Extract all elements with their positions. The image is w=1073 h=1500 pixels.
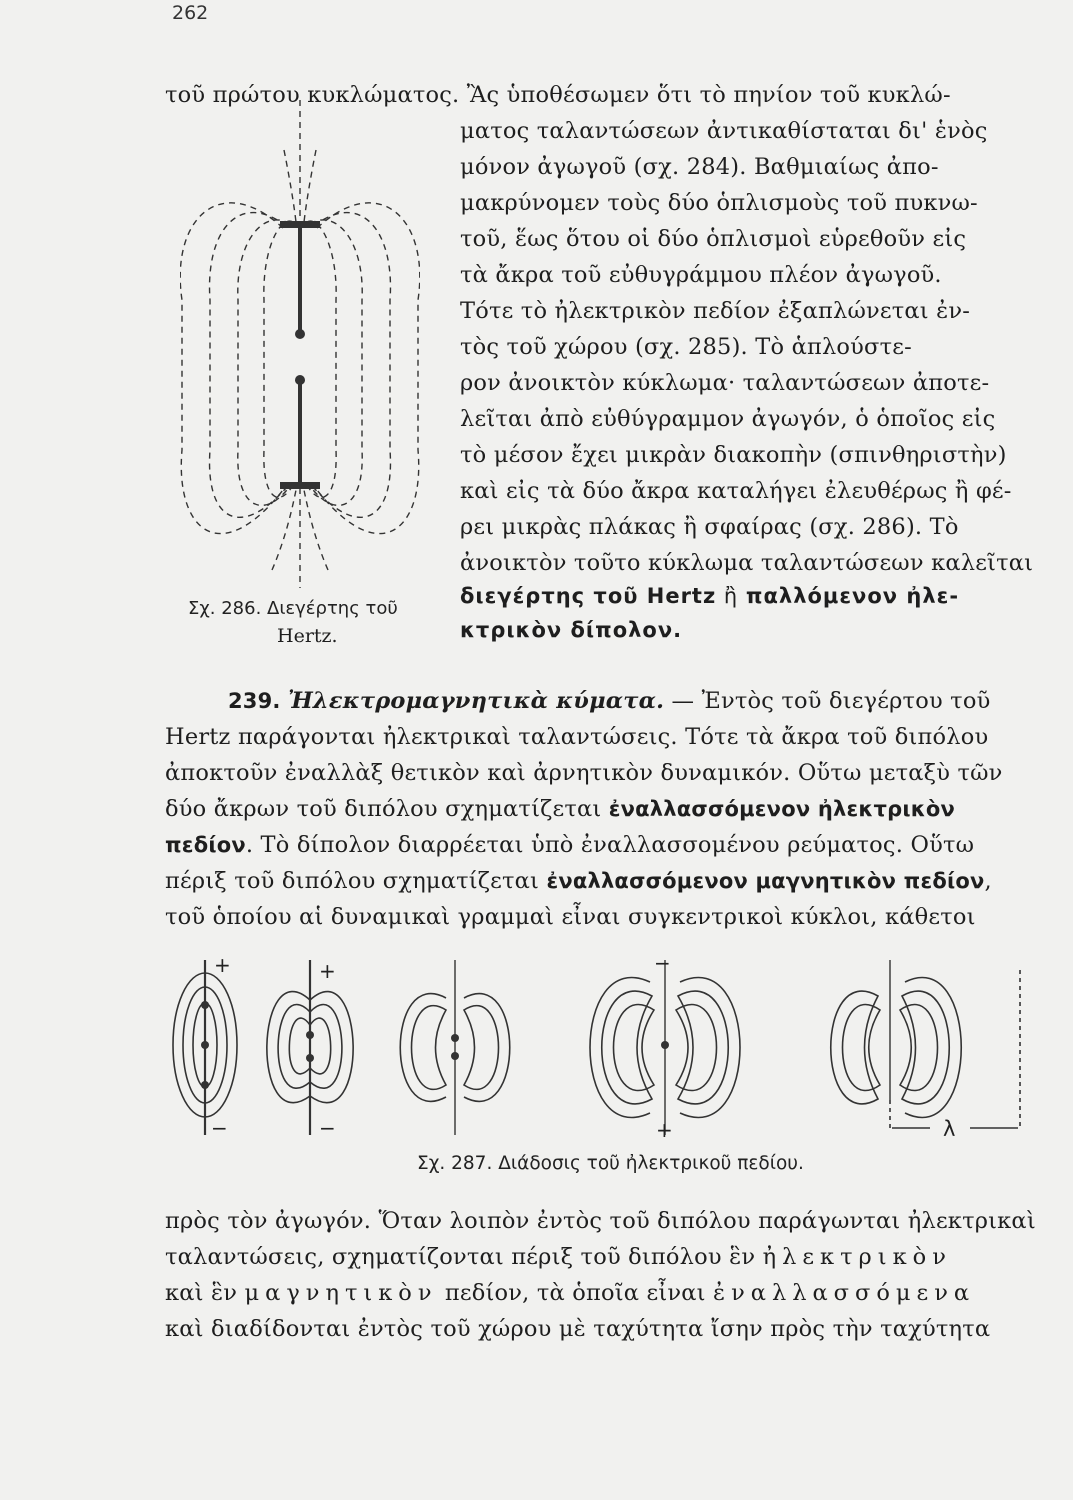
section-heading-line xyxy=(228,688,990,714)
intro-line: τὸς τοῦ χώρου (σχ. 285). Τὸ ἁπλούστε- xyxy=(460,334,912,360)
fig287-minus-3: − xyxy=(654,951,671,975)
intro-line: τοῦ, ἕως ὅτου οἱ δύο ὁπλισμοὶ εὑρεθοῦν εἰς xyxy=(460,226,967,252)
section-line5-text: . Τὸ δίπολον διαρρέεται ὑπὸ ἐναλλασσομένου ρεύματος. Οὕτω xyxy=(245,832,975,858)
end-line: καὶ διαδίδονται ἐντὸς τοῦ χώρου μὲ ταχύτητα ἴσην πρὸς τὴν ταχύτητα xyxy=(165,1316,991,1342)
fig287-lambda: λ xyxy=(943,1117,956,1141)
section-line6-comma: , xyxy=(984,868,992,894)
intro-line: λεῖται ἀπὸ εὐθύγραμμον ἀγωγόν, ὁ ὁποῖος εἰς xyxy=(460,406,996,432)
spaced-alternating: ἐναλλασσόμενα xyxy=(713,1280,976,1306)
section-number: 239. xyxy=(228,689,281,713)
section-line: Hertz παράγονται ἠλεκτρικαὶ ταλαντώσεις. Τότε τὰ ἄκρα τοῦ διπόλου xyxy=(165,724,989,750)
section-line xyxy=(165,832,974,858)
end-line2-text: ταλαντώσεις, σχηματίζονται πέριξ τοῦ διπόλου ἓν xyxy=(165,1244,763,1270)
intro-line: τὸ μέσον ἔχει μικρὰν διακοπὴν (σπινθηριστὴν) xyxy=(460,442,1007,468)
section-line6-text: πέριξ τοῦ διπόλου σχηματίζεται xyxy=(165,868,547,894)
intro-line: ματος ταλαντώσεων ἀντικαθίσταται δι' ἑνὸς xyxy=(460,118,988,144)
intro-line: τὰ ἄκρα τοῦ εὐθυγράμμου πλέον ἀγωγοῦ. xyxy=(460,262,942,288)
intro-line: ρει μικρὰς πλάκας ἢ σφαίρας (σχ. 286). Τὸ xyxy=(460,514,959,540)
section-line: ἀποκτοῦν ἐναλλὰξ θετικὸν καὶ ἀρνητικὸν δυναμικόν. Οὕτω μεταξὺ τῶν xyxy=(165,760,1003,786)
section-dash: — xyxy=(664,688,702,714)
figure-287-field-propagation xyxy=(170,950,1040,1150)
section-line1-text: Ἐντὸς τοῦ διεγέρτου τοῦ xyxy=(701,688,991,714)
end-line xyxy=(165,1244,952,1270)
end-line: πρὸς τὸν ἀγωγόν. Ὅταν λοιπὸν ἐντὸς τοῦ διπόλου παράγωνται ἠλεκτρικαὶ xyxy=(165,1208,1036,1234)
bold-term-line-2: κτρικὸν δίπολον. xyxy=(460,618,683,642)
bold-term-dipole: παλλόμενον ἠλε- xyxy=(745,584,960,608)
intro-line: ἀνοικτὸν τοῦτο κύκλωμα ταλαντώσεων καλεῖται xyxy=(460,550,1034,576)
fig287-plus-2: + xyxy=(319,959,336,983)
section-title: Ἠλεκτρομαγνητικὰ κύματα. xyxy=(287,688,665,714)
figure-286-caption-line2: Hertz. xyxy=(277,625,338,647)
term-alternating-electric-field: ἐναλλασσόμενον ἠλεκτρικὸν xyxy=(608,797,955,821)
bold-term-line xyxy=(460,584,959,608)
term-alternating-magnetic-field: ἐναλλασσόμενον μαγνητικὸν πεδίον xyxy=(546,869,985,893)
fig287-plus-3: + xyxy=(656,1118,673,1142)
figure-286-caption-line1: Σχ. 286. Διεγέρτης τοῦ xyxy=(188,598,398,619)
section-line4-text: δύο ἄκρων τοῦ διπόλου σχηματίζεται xyxy=(165,796,609,822)
bold-term-or: ἢ xyxy=(716,584,746,608)
intro-line: μακρύνομεν τοὺς δύο ὁπλισμοὺς τοῦ πυκνω- xyxy=(460,190,978,216)
bold-term-hertz: διεγέρτης τοῦ Hertz xyxy=(460,584,717,608)
term-field: πεδίον xyxy=(165,833,246,857)
intro-line: καὶ εἰς τὰ δύο ἄκρα καταλήγει ἐλευθέρως ἢ φέ- xyxy=(460,478,1012,504)
end-line3-text-c: πεδίον, τὰ ὁποῖα εἶναι xyxy=(437,1280,713,1306)
intro-line: μόνον ἀγωγοῦ (σχ. 284). Βαθμιαίως ἀπο- xyxy=(460,154,939,180)
section-line xyxy=(165,796,955,822)
end-line xyxy=(165,1280,975,1306)
fig287-minus-1: − xyxy=(211,1116,228,1140)
fig287-minus-2: − xyxy=(319,1116,336,1140)
section-line: τοῦ ὁποίου αἱ δυναμικαὶ γραμμαὶ εἶναι συγκεντρικοὶ κύκλοι, κάθετοι xyxy=(165,904,976,930)
end-line3-text-a: καὶ ἓν xyxy=(165,1280,245,1306)
page-number: 262 xyxy=(172,2,209,24)
intro-line: Τότε τὸ ἠλεκτρικὸν πεδίον ἐξαπλώνεται ἐν- xyxy=(460,298,971,324)
spaced-electric: ἠλεκτρικὸν xyxy=(762,1244,952,1270)
figure-286-hertz-oscillator xyxy=(180,100,420,600)
intro-line: τοῦ πρώτου κυκλώματος. Ἂς ὑποθέσωμεν ὅτι τὸ πηνίον τοῦ κυκλώ- xyxy=(165,82,951,108)
intro-line: ρον ἀνοικτὸν κύκλωμα· ταλαντώσεων ἀποτε- xyxy=(460,370,990,396)
spaced-magnetic: μαγνητικὸν xyxy=(244,1280,438,1306)
section-line xyxy=(165,868,992,894)
fig287-plus-1: + xyxy=(214,953,231,977)
figure-287-caption: Σχ. 287. Διάδοσις τοῦ ἠλεκτρικοῦ πεδίου. xyxy=(417,1153,804,1174)
